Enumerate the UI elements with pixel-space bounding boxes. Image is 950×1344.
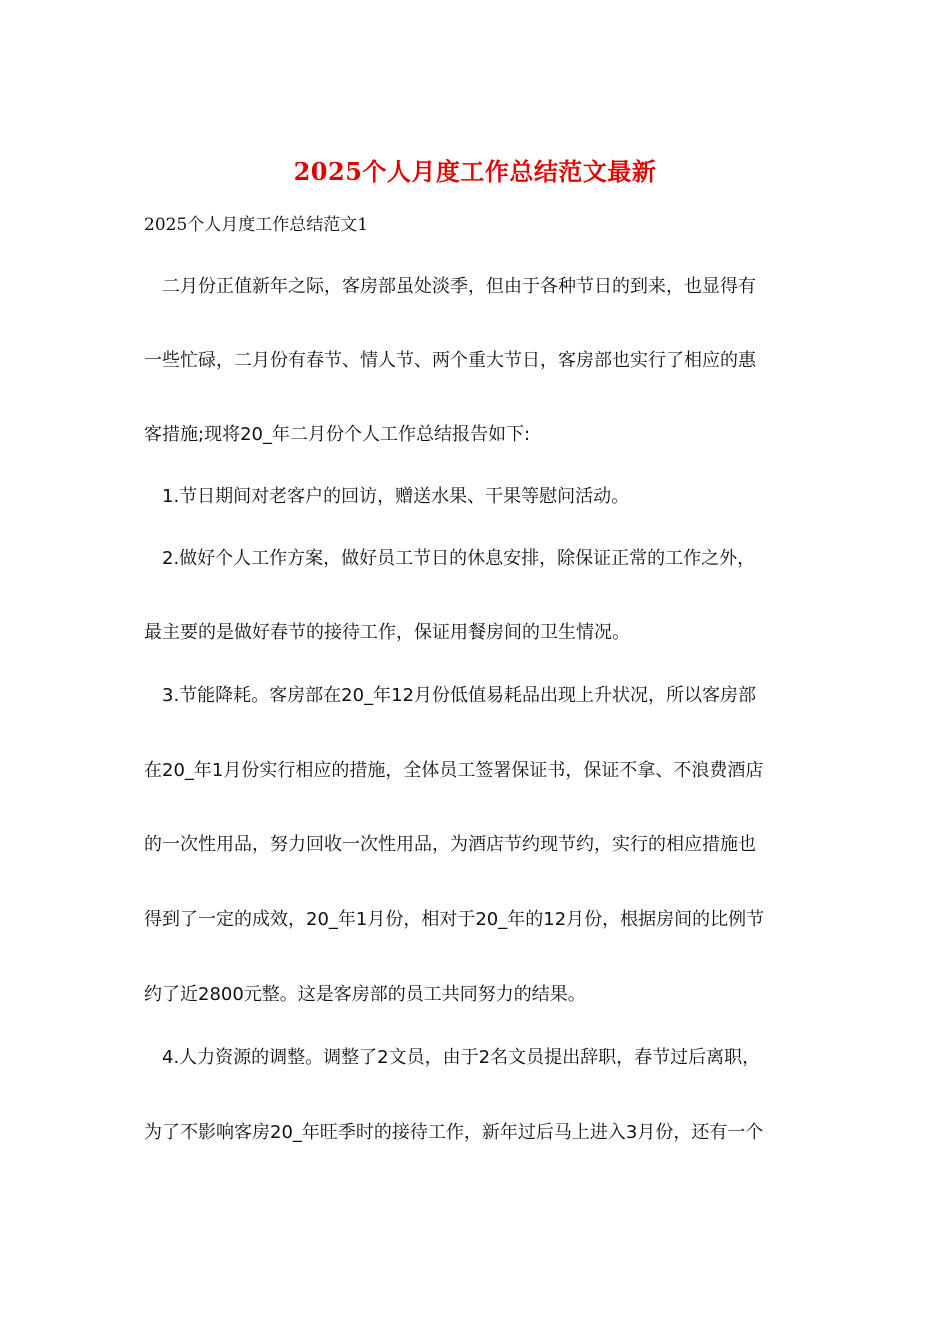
paragraph-line: 的一次性用品，努力回收一次性用品，为酒店节约现节约，实行的相应措施也 bbox=[144, 834, 756, 855]
paragraph-line: 一些忙碌，二月份有春节、情人节、两个重大节日，客房部也实行了相应的惠 bbox=[144, 350, 756, 371]
paragraph-line: 二月份正值新年之际，客房部虽处淡季，但由于各种节日的到来，也显得有 bbox=[162, 276, 756, 297]
list-item: 3.节能降耗。客房部在20_年12月份低值易耗品出现上升状况，所以客房部 bbox=[162, 685, 756, 706]
list-item: 1.节日期间对老客户的回访，赠送水果、干果等慰问活动。 bbox=[162, 486, 630, 507]
document-title: 2025个人月度工作总结范文最新 bbox=[293, 157, 657, 186]
paragraph-line: 客措施;现将20_年二月份个人工作总结报告如下: bbox=[144, 424, 531, 445]
list-item: 2.做好个人工作方案，做好员工节日的休息安排，除保证正常的工作之外， bbox=[162, 548, 756, 569]
list-item: 4.人力资源的调整。调整了2文员，由于2名文员提出辞职，春节过后离职， bbox=[162, 1047, 761, 1068]
section-heading: 2025个人月度工作总结范文1 bbox=[144, 215, 369, 235]
paragraph-line: 在20_年1月份实行相应的措施，全体员工签署保证书，保证不拿、不浪费酒店 bbox=[144, 760, 764, 781]
paragraph-line: 为了不影响客房20_年旺季时的接待工作，新年过后马上进入3月份，还有一个 bbox=[144, 1122, 764, 1143]
paragraph-line: 得到了一定的成效，20_年1月份，相对于20_年的12月份，根据房间的比例节 bbox=[144, 909, 765, 930]
paragraph-line: 约了近2800元整。这是客房部的员工共同努力的结果。 bbox=[144, 984, 586, 1005]
paragraph-line: 最主要的是做好春节的接待工作，保证用餐房间的卫生情况。 bbox=[144, 622, 630, 643]
